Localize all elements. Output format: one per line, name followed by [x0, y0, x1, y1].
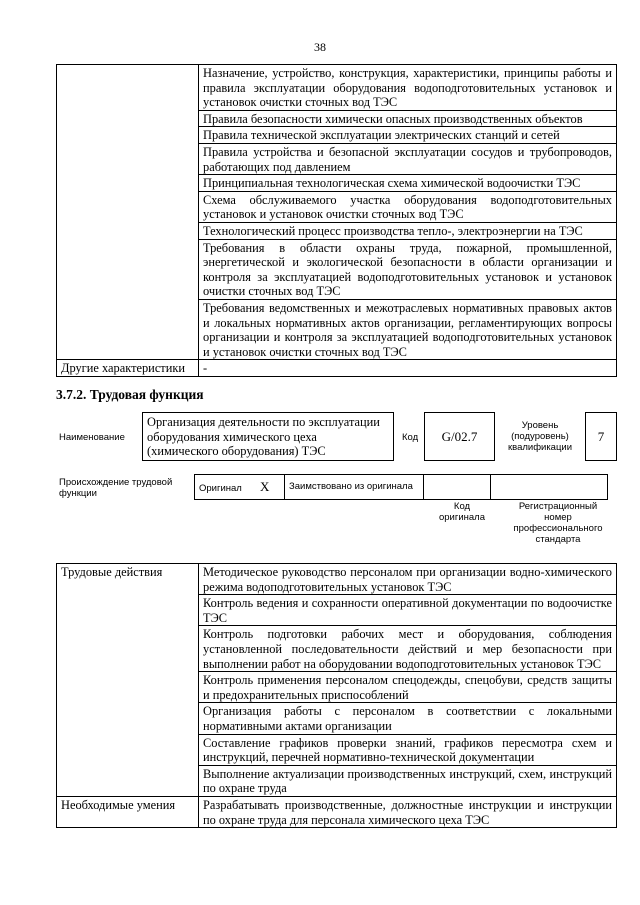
section-title: 3.7.2. Трудовая функция: [56, 387, 204, 402]
function-name-box: Организация деятельности по эксплуатации оборудования химического цеха (химического оборудования) ТЭС: [142, 412, 394, 461]
original-label: Оригинал: [199, 483, 242, 494]
actions-label: Трудовые действия: [57, 564, 199, 797]
action-item: Методическое руководство персоналом при организации водно-химического режима водоподготовительных установок ТЭС: [199, 564, 617, 595]
knowledge-item: Правила безопасности химически опасных производственных объектов: [199, 110, 617, 127]
skill-item: Разрабатывать производственные, должностные инструкции и инструкции по охране труда для персонала химического цеха ТЭС: [199, 796, 617, 827]
knowledge-item: Принципиальная технологическая схема химической водоочистки ТЭС: [199, 175, 617, 192]
origin-code-cell: [424, 475, 491, 500]
knowledge-item: Требования ведомственных и межотраслевых нормативных правовых актов и локальных нормативных актов организации, регламентирующих вопросы организации и контроля за эксплуатацией водоподготовительных установок и установок очистки сточных вод ТЭС: [199, 299, 617, 359]
knowledge-item: Правила устройства и безопасной эксплуатации сосудов и трубопроводов, работающих под давлением: [199, 143, 617, 174]
knowledge-item: Правила технической эксплуатации электрических станций и сетей: [199, 127, 617, 144]
original-mark: X: [256, 475, 285, 500]
actions-table: [56, 563, 617, 828]
reg-number-caption: Регистрационный номер профессионального стандарта: [513, 501, 603, 545]
knowledge-table: [56, 64, 617, 377]
function-code-box: G/02.7: [424, 412, 495, 461]
level-label: Уровень (подуровень) квалификации: [507, 420, 573, 453]
action-item: Выполнение актуализации производственных инструкций, схем, инструкций по охране труда: [199, 765, 617, 796]
knowledge-item: Назначение, устройство, конструкция, характеристики, принципы работы и правила эксплуатации оборудования водоподготовительных установок и установок очистки сточных вод ТЭС: [199, 65, 617, 111]
action-item: Составление графиков проверки знаний, графиков пересмотра схем и инструкций, перечней нормативно-технической документации: [199, 734, 617, 765]
knowledge-item: Схема обслуживаемого участка оборудования водоподготовительных установок и установок очистки сточных вод ТЭС: [199, 191, 617, 222]
origin-reg-cell: [491, 475, 608, 500]
knowledge-item: Технологический процесс производства тепло-, электроэнергии на ТЭС: [199, 222, 617, 239]
knowledge-item: Требования в области охраны труда, пожарной, промышленной, энергетической и экологической безопасности в области организации и контроля за эксплуатацией водоподготовительных установок и установок очистки сточных вод ТЭС: [199, 239, 617, 299]
action-item: Контроль ведения и сохранности оперативной документации по водоочистке ТЭС: [199, 595, 617, 626]
origin-table: [194, 474, 608, 500]
skills-label: Необходимые умения: [57, 796, 199, 827]
origin-label: Происхождение трудовой функции: [59, 477, 173, 499]
other-characteristics-label: Другие характеристики: [57, 360, 199, 377]
page-number: 38: [314, 40, 326, 54]
action-item: Контроль подготовки рабочих мест и оборудования, соблюдения установленной последовательности действий и мер безопасности при выполнении работ на оборудовании водоподготовительных установок ТЭС: [199, 626, 617, 672]
action-item: Организация работы с персоналом в соответствии с локальными нормативными актами организации: [199, 703, 617, 734]
action-item: Контроль применения персоналом спецодежды, спецобуви, средств защиты и предохранительных приспособлений: [199, 672, 617, 703]
level-box: 7: [585, 412, 617, 461]
knowledge-label-cell: [57, 65, 199, 360]
code-label: Код: [402, 432, 419, 443]
other-characteristics-value: -: [199, 360, 617, 377]
code-original-caption: Код оригинала: [438, 501, 485, 523]
borrowed-label: Заимствовано из оригинала: [289, 481, 413, 492]
name-label: Наименование: [59, 432, 125, 443]
